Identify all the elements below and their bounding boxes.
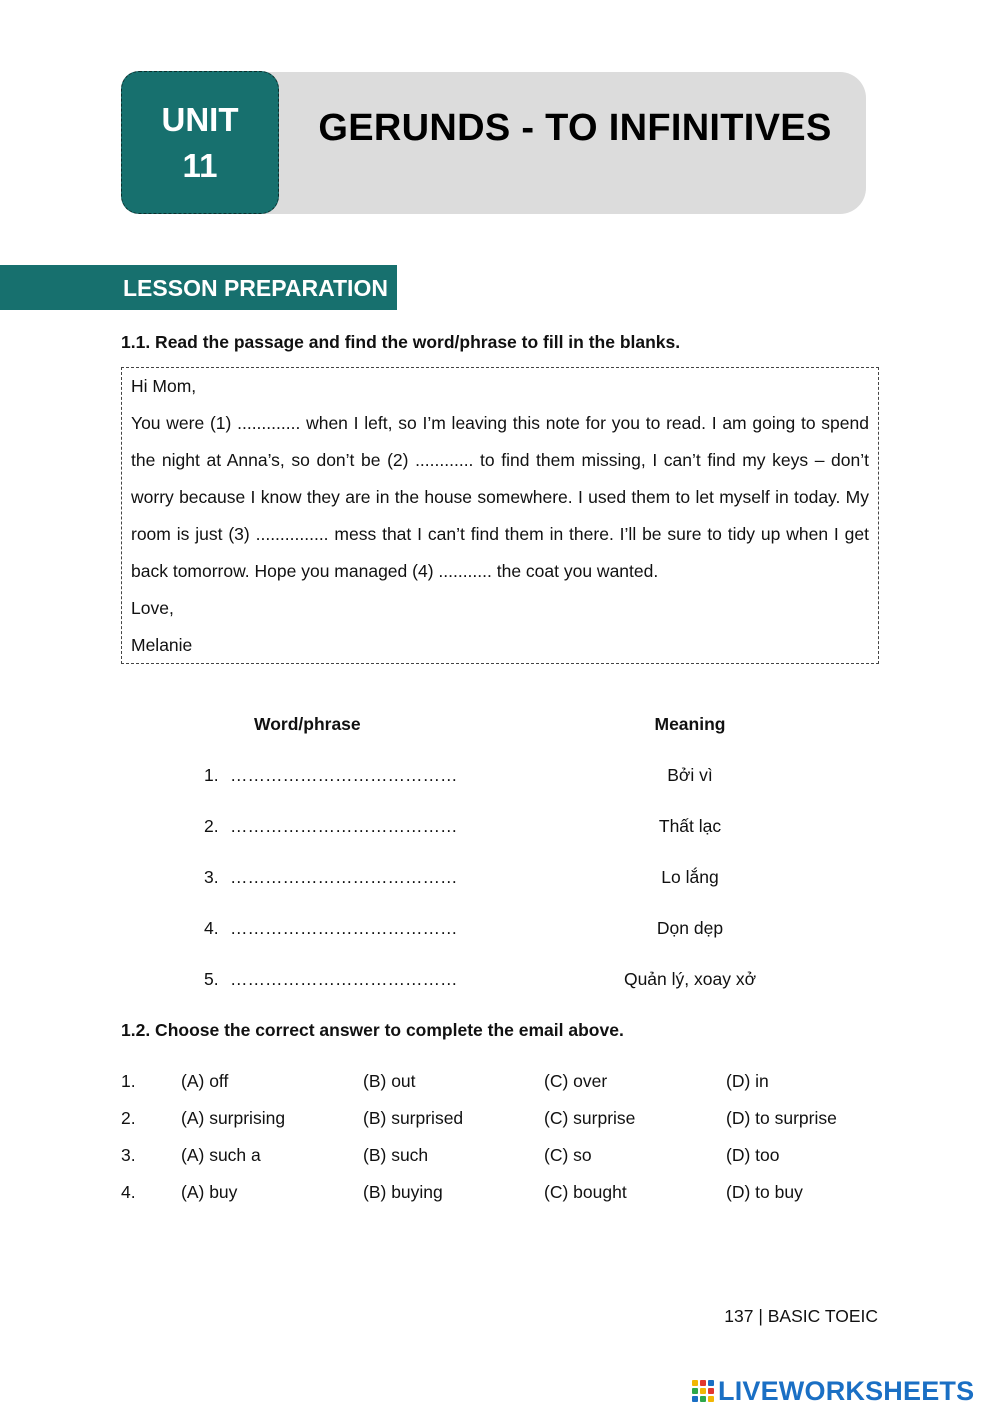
unit-badge xyxy=(121,71,279,214)
option-b[interactable]: (B) surprised xyxy=(363,1108,464,1128)
page-footer: 137 | BASIC TOEIC xyxy=(724,1306,878,1326)
question-row xyxy=(121,1145,881,1171)
option-c[interactable]: (C) so xyxy=(544,1145,592,1165)
liveworksheets-logo-icon xyxy=(692,1380,714,1402)
word-blank[interactable]: ………………………………… xyxy=(230,816,458,836)
meaning-cell: Bởi vì xyxy=(667,765,713,785)
option-d[interactable]: (D) too xyxy=(726,1145,780,1165)
unit-number: 11 xyxy=(182,146,218,184)
option-b[interactable]: (B) such xyxy=(363,1145,429,1165)
word-row-number: 4. xyxy=(204,918,219,938)
option-d[interactable]: (D) to buy xyxy=(726,1182,803,1202)
word-row xyxy=(204,765,458,789)
word-column-header: Word/phrase xyxy=(254,714,361,734)
passage-body: You were (1) ............. when I left, so I’m leaving this note for you to read. I am going to spend the night at Anna’s, so don’t be (2) ............ to find them missing, I can’t find my keys – don’t worry because I know they are in the house somewhere. I used them to let myself in today. My room is just (3) ............... mess that I can’t find them in there. I’ll be sure to tidy up when I get back tomorrow. Hope you managed (4) ........... the coat you wanted. xyxy=(131,413,869,581)
question-number: 3. xyxy=(121,1145,136,1165)
word-row-number: 1. xyxy=(204,765,219,785)
word-row-number: 3. xyxy=(204,867,219,887)
word-row xyxy=(204,867,458,891)
passage-box xyxy=(121,367,879,664)
meaning-cell: Thất lạc xyxy=(658,816,722,836)
option-a[interactable]: (A) off xyxy=(181,1071,229,1091)
word-row xyxy=(204,969,458,993)
option-c[interactable]: (C) over xyxy=(544,1071,608,1091)
exercise-1-2-instruction: 1.2. Choose the correct answer to complete the email above. xyxy=(121,1020,624,1040)
option-c[interactable]: (C) bought xyxy=(544,1182,627,1202)
question-number: 4. xyxy=(121,1182,136,1202)
option-a[interactable]: (A) such a xyxy=(181,1145,261,1165)
option-b[interactable]: (B) out xyxy=(363,1071,416,1091)
word-row-number: 2. xyxy=(204,816,219,836)
question-row xyxy=(121,1182,881,1208)
passage-greeting: Hi Mom, xyxy=(131,376,197,396)
option-c[interactable]: (C) surprise xyxy=(544,1108,636,1128)
logo-text: LIVEWORKSHEETS xyxy=(718,1375,975,1406)
word-blank[interactable]: ………………………………… xyxy=(230,918,458,938)
section-heading: LESSON PREPARATION xyxy=(0,265,397,310)
option-a[interactable]: (A) surprising xyxy=(181,1108,286,1128)
option-d[interactable]: (D) in xyxy=(726,1071,769,1091)
word-row-number: 5. xyxy=(204,969,219,989)
meaning-cell: Quản lý, xoay xở xyxy=(623,969,757,989)
word-row xyxy=(204,816,458,840)
passage-closing: Love, xyxy=(131,598,174,618)
passage-signature: Melanie xyxy=(131,635,193,655)
question-row xyxy=(121,1071,881,1097)
question-number: 1. xyxy=(121,1071,136,1091)
option-b[interactable]: (B) buying xyxy=(363,1182,443,1202)
meaning-cell: Dọn dẹp xyxy=(656,918,724,938)
word-blank[interactable]: ………………………………… xyxy=(230,867,458,887)
meaning-column-header: Meaning xyxy=(654,714,726,734)
unit-label: UNIT xyxy=(161,100,239,138)
option-d[interactable]: (D) to surprise xyxy=(726,1108,837,1128)
question-row xyxy=(121,1108,881,1134)
option-a[interactable]: (A) buy xyxy=(181,1182,238,1202)
exercise-1-1-instruction: 1.1. Read the passage and find the word/phrase to fill in the blanks. xyxy=(121,332,681,352)
word-blank[interactable]: ………………………………… xyxy=(230,765,458,785)
word-blank[interactable]: ………………………………… xyxy=(230,969,458,989)
meaning-cell: Lo lắng xyxy=(661,867,719,887)
word-row xyxy=(204,918,458,942)
page-title: GERUNDS - TO INFINITIVES xyxy=(318,107,832,149)
liveworksheets-logo[interactable] xyxy=(692,1374,974,1408)
question-number: 2. xyxy=(121,1108,136,1128)
